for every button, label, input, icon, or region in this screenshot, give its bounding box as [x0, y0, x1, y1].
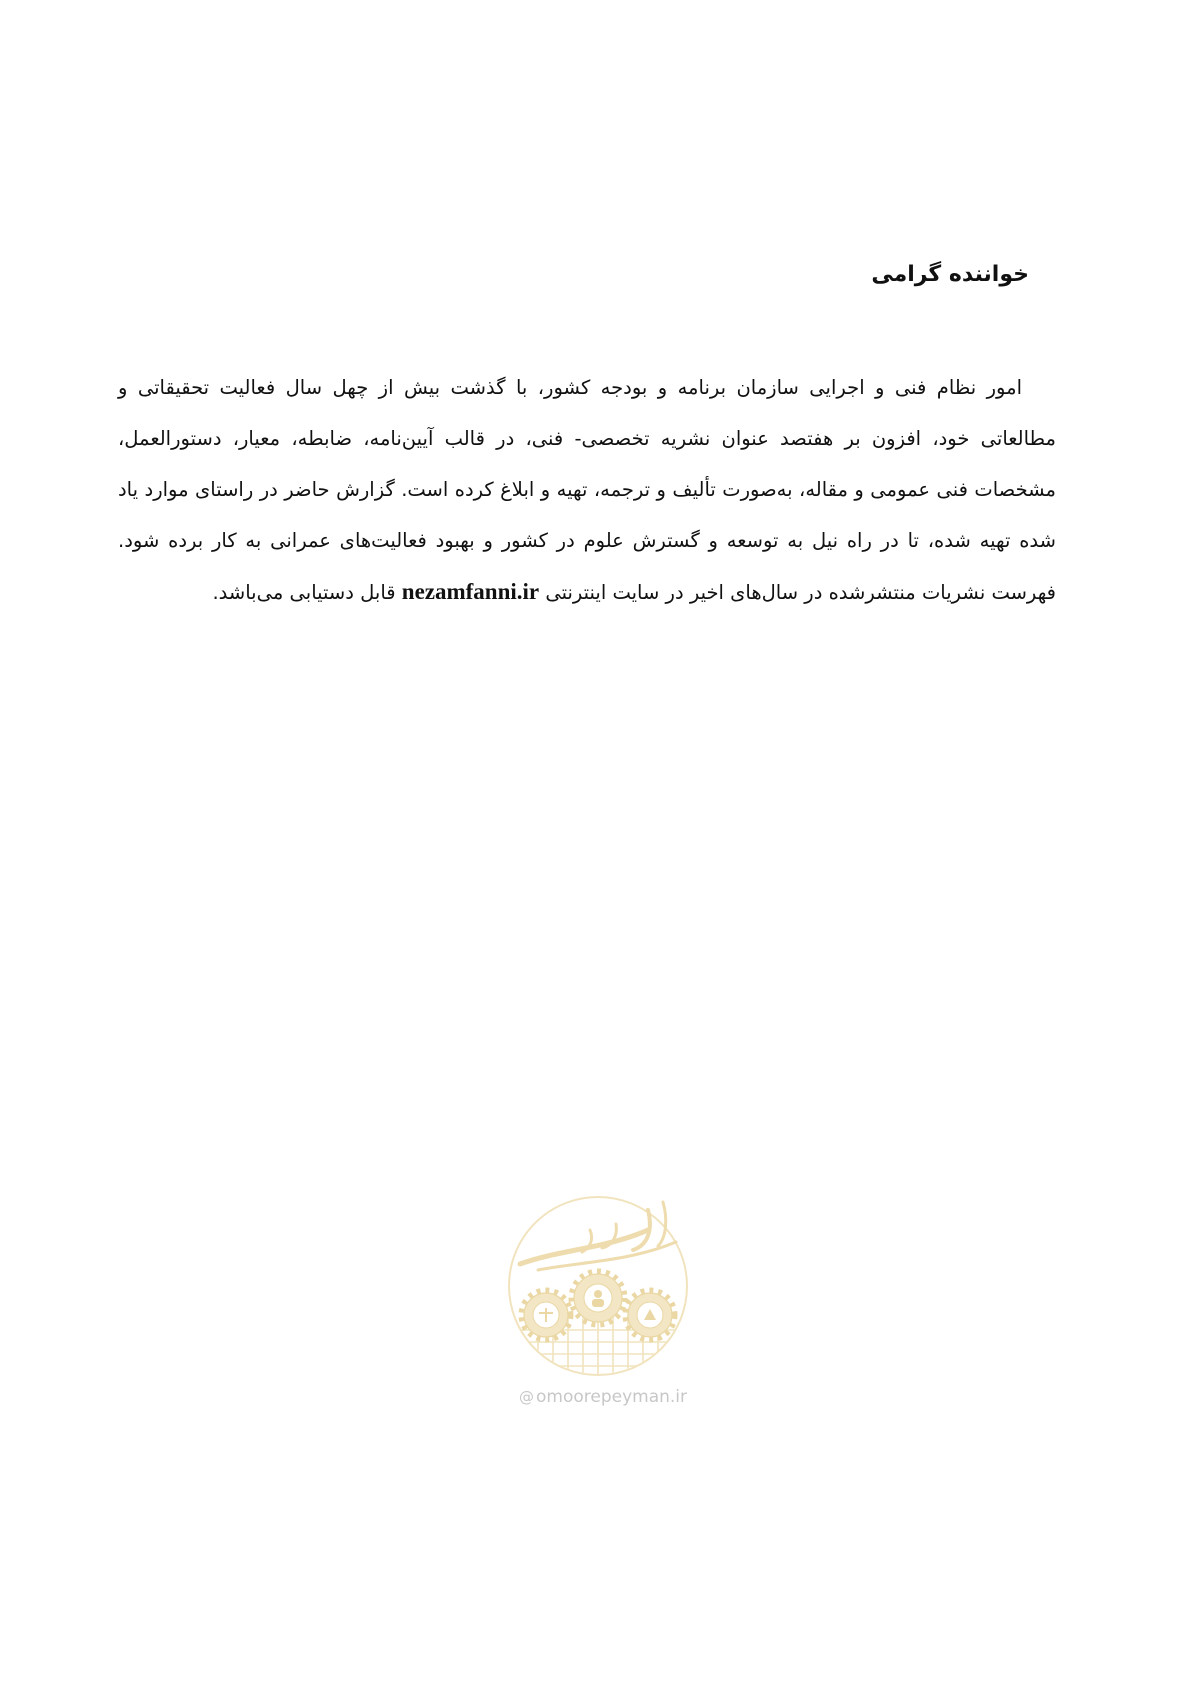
intro-paragraph-block: [118, 362, 1056, 618]
paragraph-text: امور نظام فنی و اجرایی سازمان برنامه و بودجه کشور، با گذشت بیش از چهل سال فعالیت تحقیقاتی و مطالعاتی خود، افزون بر هفتصد عنوان نشریه تخصصی- فنی، در قالب آیین‌نامه، ضابطه، معیار، دستورالعمل، مشخصات فنی عمومی و مقاله، به‌صورت تألیف و ترجمه، تهیه و ابلاغ کرده است. گزارش حاضر در راستای موارد یاد شده تهیه شده، تا در راه نیل به توسعه و گسترش علوم در کشور و بهبود فعالیت‌های عمرانی به کار برده شود. فهرست نشریات منتشرشده در سال‌های اخیر در سایت اینترنتی: [118, 376, 1056, 604]
watermark-seal-icon: [498, 1190, 698, 1380]
intro-paragraph: [118, 362, 1056, 618]
page-heading: خواننده گرامی: [871, 262, 1029, 287]
watermark-url: [508, 1387, 698, 1407]
paragraph-ending: قابل دستیابی می‌باشد.: [212, 581, 396, 604]
watermark-logo: [498, 1190, 698, 1384]
watermark-url-text: omoorepeyman.ir: [535, 1387, 688, 1407]
at-sign-icon: @: [518, 1388, 534, 1406]
website-link-text: nezamfanni.ir: [401, 579, 540, 604]
